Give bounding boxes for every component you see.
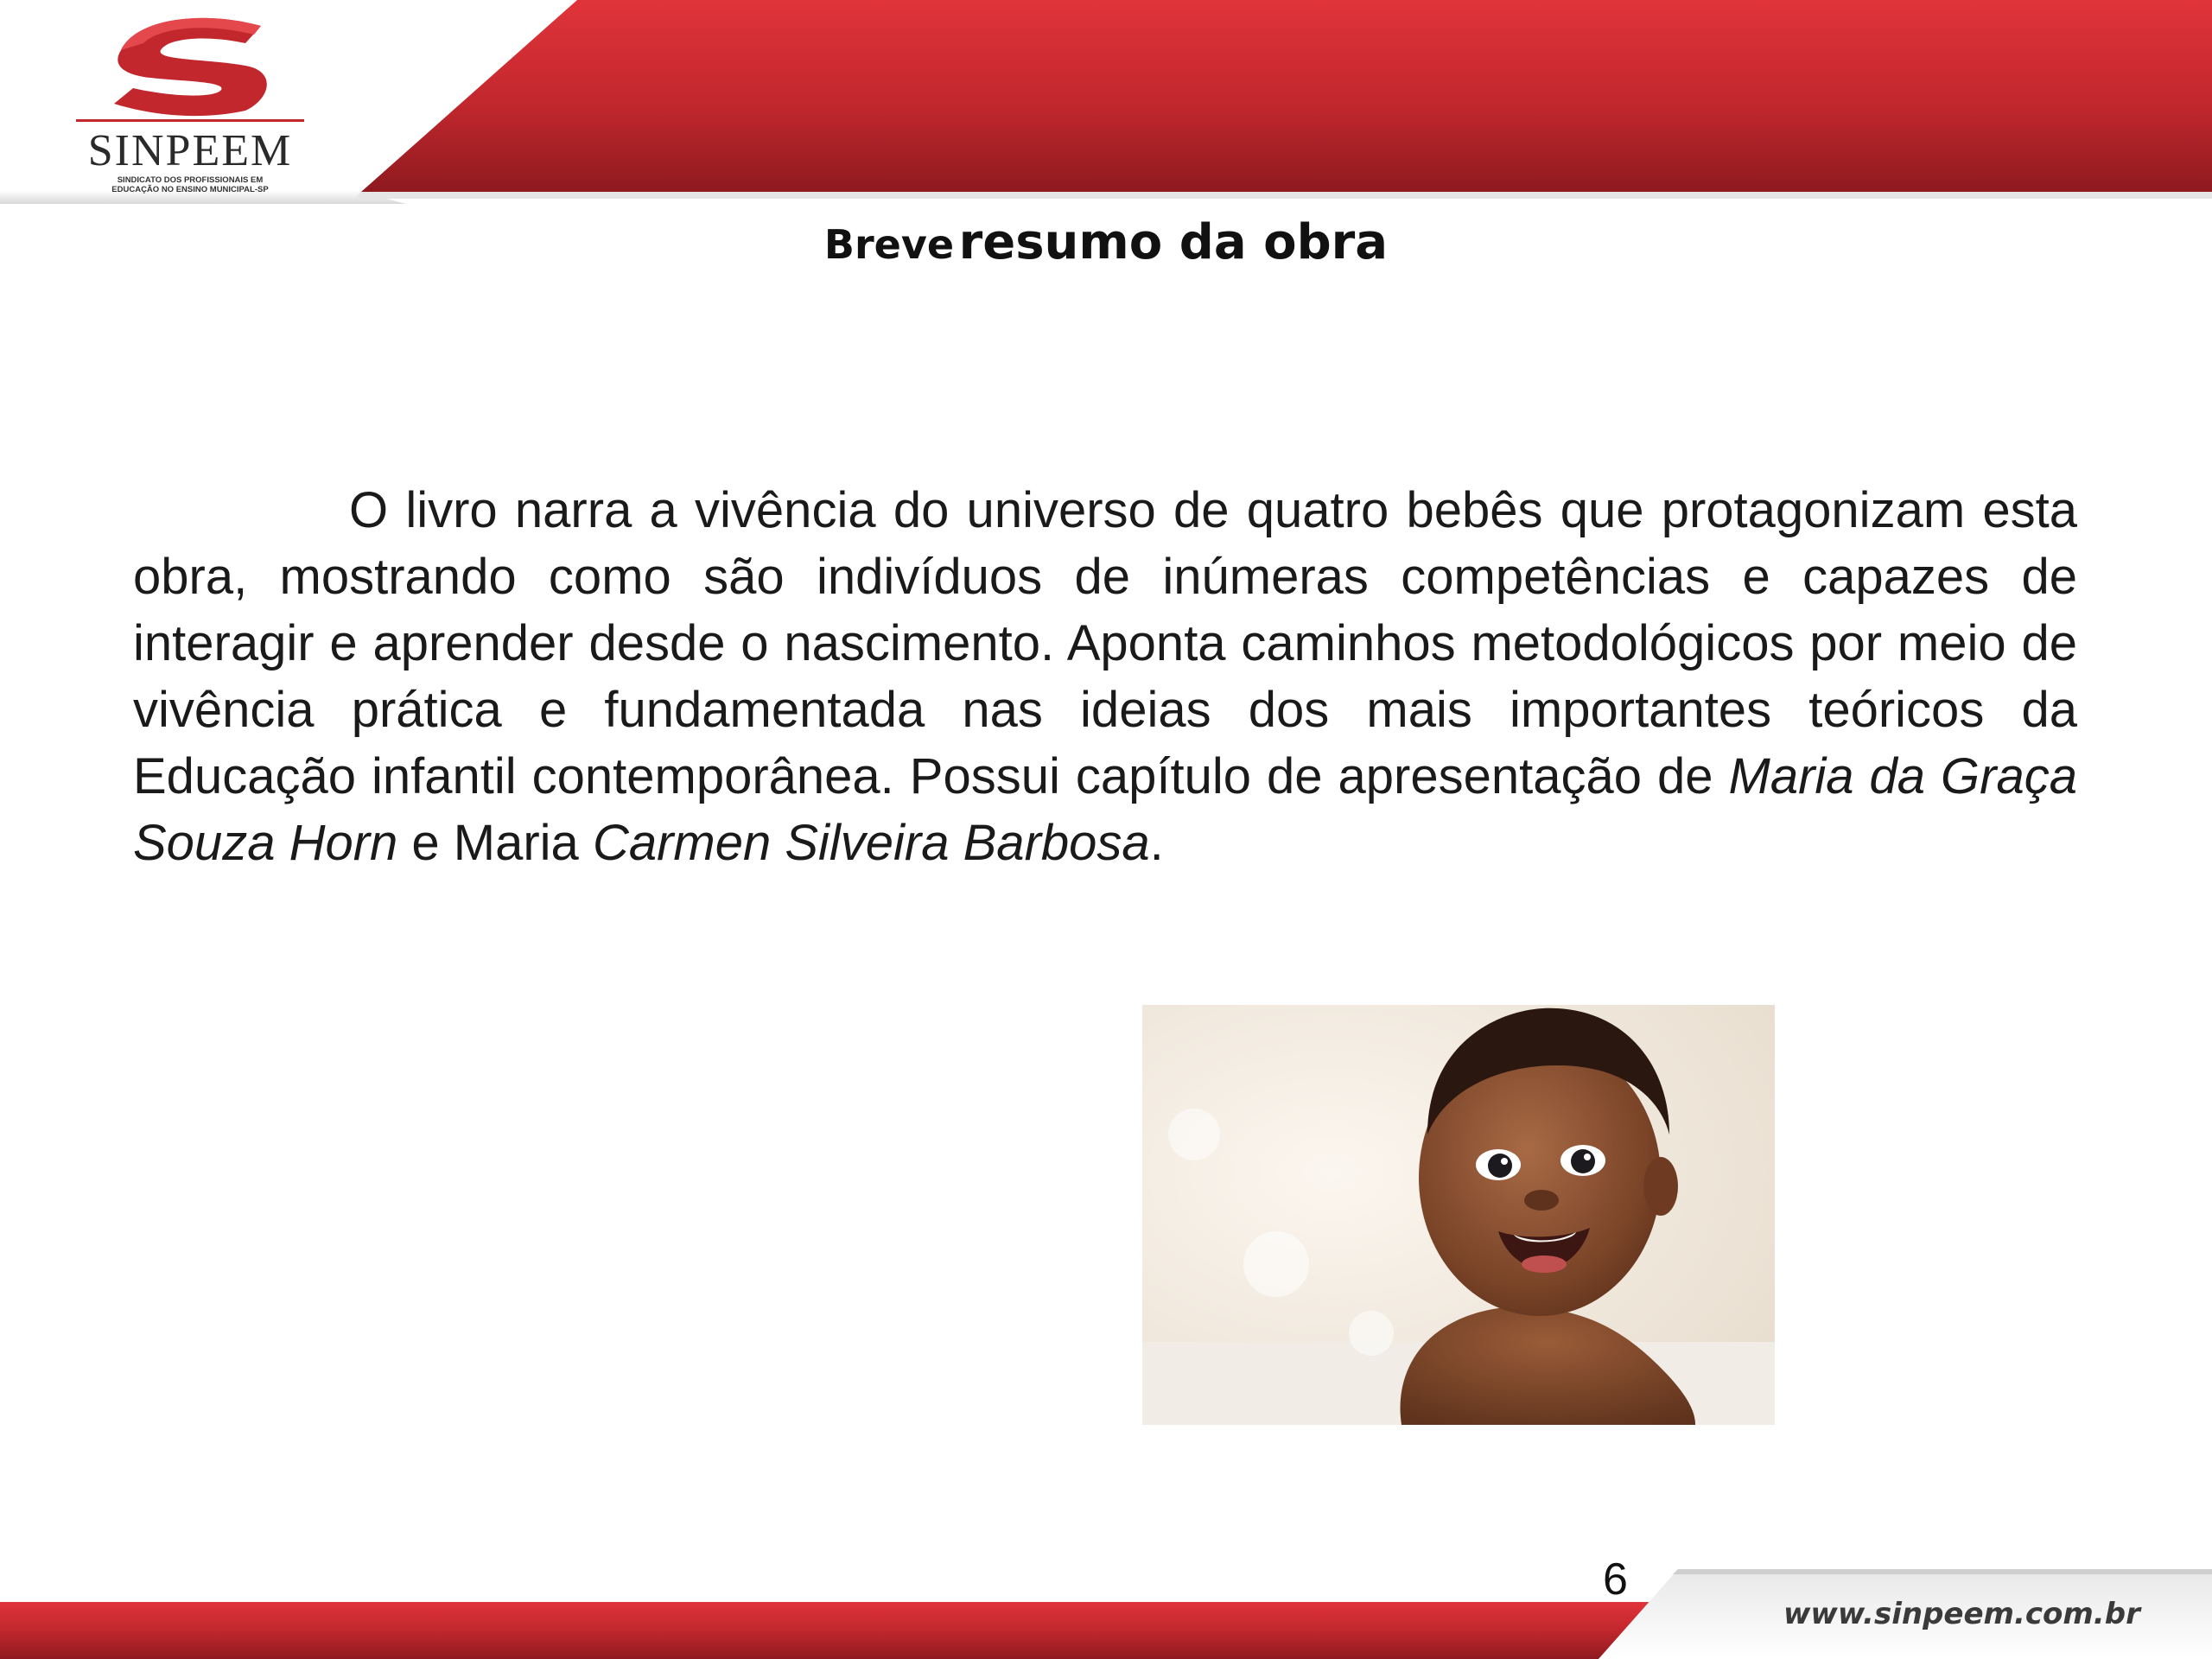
- sinpeem-logo: [76, 9, 304, 194]
- logo-subtitle-line1: SINDICATO DOS PROFISSIONAIS EM: [117, 175, 264, 185]
- baby-photo: [1142, 1005, 1775, 1425]
- summary-paragraph: [133, 477, 2077, 876]
- author-name-1: Maria da Graça Souza Horn: [133, 748, 2077, 871]
- sinpeem-s-icon: [76, 9, 304, 119]
- paragraph-connector: e Maria: [397, 815, 593, 871]
- smiling-baby-illustration: [1142, 1005, 1775, 1425]
- page-number: 6: [1603, 1554, 1628, 1605]
- slide-title-part2: resumo da obra: [958, 214, 1389, 270]
- header-band: [0, 0, 2212, 204]
- logo-wordmark: SINPEEM: [76, 119, 304, 176]
- logo-subtitle-line2: EDUCAÇÃO NO ENSINO MUNICIPAL-SP: [111, 185, 269, 194]
- paragraph-text: O livro narra a vivência do universo de quatro bebês que protagonizam esta obra, mostrando como são indivíduos de inúmeras competências e capazes de interagir e aprender desde o nascimento. Aponta caminhos metodológicos por meio de vivência prática e fundamentada nas ideias dos mais importantes teóricos da Educação infantil contemporânea. Possui capítulo de apresentação de: [133, 482, 2077, 804]
- slide-title: [0, 214, 2212, 270]
- paragraph-end: .: [1149, 815, 1164, 871]
- slide-title-part1: Breve: [823, 221, 955, 268]
- author-name-2: Carmen Silveira Barbosa: [592, 815, 1150, 871]
- website-url[interactable]: www.sinpeem.com.br: [1783, 1597, 2140, 1631]
- logo-subtitle: [76, 175, 304, 194]
